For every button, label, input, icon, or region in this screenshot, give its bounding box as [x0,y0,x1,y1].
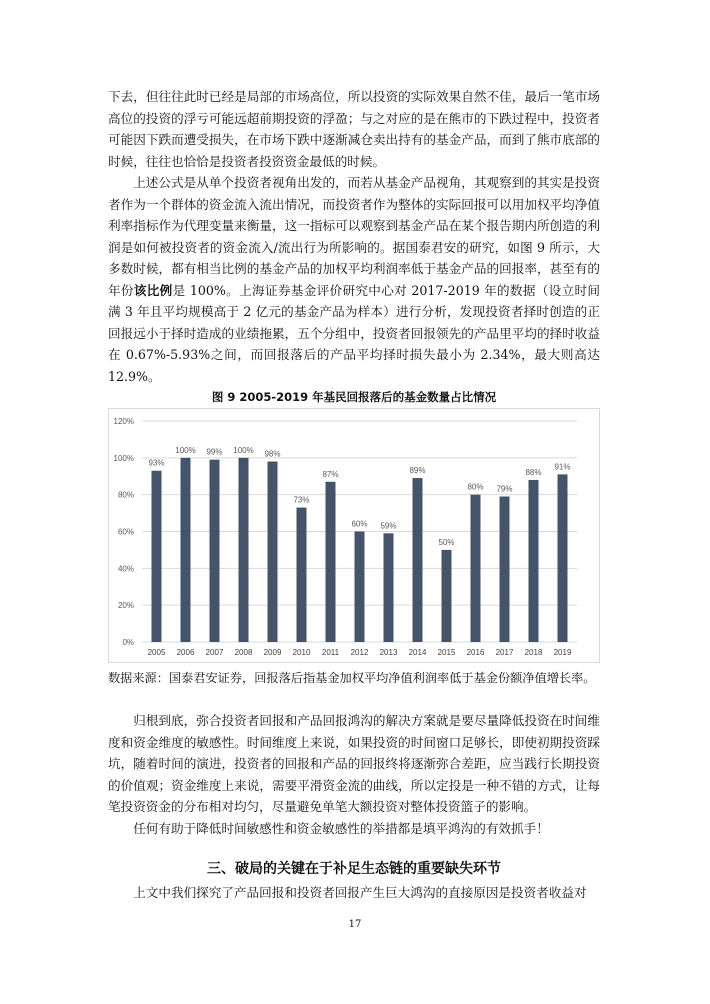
bar-2017 [500,497,510,642]
paragraph-fund-perspective [108,172,600,387]
page-number: 17 [348,919,362,930]
data-label-2007: 99% [206,447,223,457]
emphasis-text: 该比例 [133,282,173,298]
paragraph-section-intro: 上文中我们探究了产品回报和投资者回报产生巨大鸿沟的直接原因是投资者收益对 [133,885,587,900]
bar-2013 [384,533,394,642]
bar-2016 [471,495,481,642]
bar-2018 [529,480,539,642]
data-label-2011: 87% [322,469,339,479]
x-tick-label: 2012 [350,648,369,657]
data-label-2016: 80% [467,482,484,492]
data-label-2005: 93% [148,458,165,468]
body-text-bottom [108,882,600,904]
data-label-2017: 79% [496,484,513,494]
bar-2007 [210,460,220,642]
data-label-2010: 73% [293,495,310,505]
x-tick-label: 2011 [321,648,340,657]
section-heading: 三、破局的关键在于补足生态链的重要缺失环节 [207,861,501,877]
bar-2006 [181,458,191,642]
y-tick-label: 40% [117,564,134,574]
x-tick-label: 2009 [263,648,282,657]
y-tick-label: 0% [122,638,134,647]
data-label-2012: 60% [351,519,368,529]
data-label-2018: 88% [525,467,542,477]
y-tick-label: 120% [113,417,134,426]
data-label-2014: 89% [409,466,426,476]
x-tick-label: 2007 [205,648,224,657]
y-tick-label: 80% [117,490,134,500]
body-text-top [108,86,600,387]
bar-2005 [152,471,162,642]
figure-title: 图 9 2005-2019 年基民回报落后的基金数量占比情况 [211,390,497,404]
bar-2010 [297,508,307,642]
x-tick-label: 2013 [379,648,398,657]
bar-2019 [558,474,568,642]
data-label-2015: 50% [438,537,455,547]
x-tick-label: 2018 [524,648,543,657]
bar-2012 [355,532,365,643]
bar-2014 [413,478,423,642]
y-tick-label: 100% [113,453,134,463]
x-tick-label: 2008 [234,648,253,657]
body-text-middle [108,710,600,839]
data-label-2009: 98% [264,449,281,459]
paragraph-text-part1: 上述公式是从单个投资者视角出发的，而若从基金产品视角，其观察到的其实是投资者作为一个群体的资金流入流出情况，而投资者作为整体的实际回报可以用加权平均净值利率指标作为代理变量来衡量，这一指标可以观察到基金产品在某个报告期内所创造的利润是如何被投资者的资金流入/流出行为所影响的。据国泰君安的研究，如图 9 所示，大多数时候，都有相当比例的基金产品的加权平均利润率低于基金产品的回报率，甚至有的年份 [108,175,600,298]
data-label-2008: 100% [233,445,254,455]
y-tick-label: 20% [117,601,134,611]
x-tick-label: 2016 [466,648,485,657]
x-tick-label: 2005 [147,648,166,657]
x-tick-label: 2019 [553,648,572,657]
data-label-2006: 100% [175,445,196,455]
figure-source-note: 数据来源：国泰君安证券，回报落后指基金加权平均净值利润率低于基金份额净值增长率。 [108,671,596,685]
paragraph-continued: 下去，但往往此时已经是局部的市场高位，所以投资的实际效果自然不佳，最后一笔市场高位的投资的浮亏可能远超前期投资的浮盈；与之对应的是在熊市的下跌过程中，投资者可能因下跌而遭受损失，在市场下跌中逐渐减仓卖出持有的基金产品，而到了熊市底部的时候，往往也恰恰是投资者投资资金最低的时候。 [108,89,600,169]
paragraph-text-part2: 是 100%。上海证券基金评价研究中心对 2017-2019 年的数据（设立时间满 3 年且平均规模高于 2 亿元的基金产品为样本）进行分析，发现投资者择时创造的正回报远小于择时造成的业绩拖累，五个分组中，投资者回报领先的产品里平均的择时收益在 0.67%-5.93%之间，而回报落后的产品平均择时损失最小为 2.34%，最大则高达 12.9%。 [108,282,601,384]
y-tick-label: 60% [117,527,134,537]
bar-2015 [442,550,452,642]
x-tick-label: 2017 [495,648,514,657]
x-tick-label: 2014 [408,648,427,657]
paragraph-solution: 归根到底，弥合投资者回报和产品回报鸿沟的解决方案就是要尽量降低投资在时间维度和资金维度的敏感性。时间维度上来说，如果投资的时间窗口足够长，即使初期投资踩坑，随着时间的演进，投资者的回报和产品的回报终将逐渐弥合差距，应当践行长期投资的价值观；资金维度上来说，需要平滑资金流的曲线，所以定投是一种不错的方式，让每笔投资资金的分布相对均匀，尽量避免单笔大额投资对整体投资篮子的影响。 [108,713,600,814]
bar-chart [108,408,600,663]
data-label-2019: 91% [554,462,571,472]
bar-2008 [239,458,249,642]
bar-2011 [326,482,336,642]
x-tick-label: 2015 [437,648,456,657]
paragraph-emphasis-statement: 任何有助于降低时间敏感性和资金敏感性的举措都是填平鸿沟的有效抓手！ [133,820,549,836]
data-label-2013: 59% [380,521,397,531]
bar-chart-canvas [109,409,599,662]
bar-2009 [268,462,278,642]
x-tick-label: 2006 [176,648,195,657]
x-tick-label: 2010 [292,648,311,657]
